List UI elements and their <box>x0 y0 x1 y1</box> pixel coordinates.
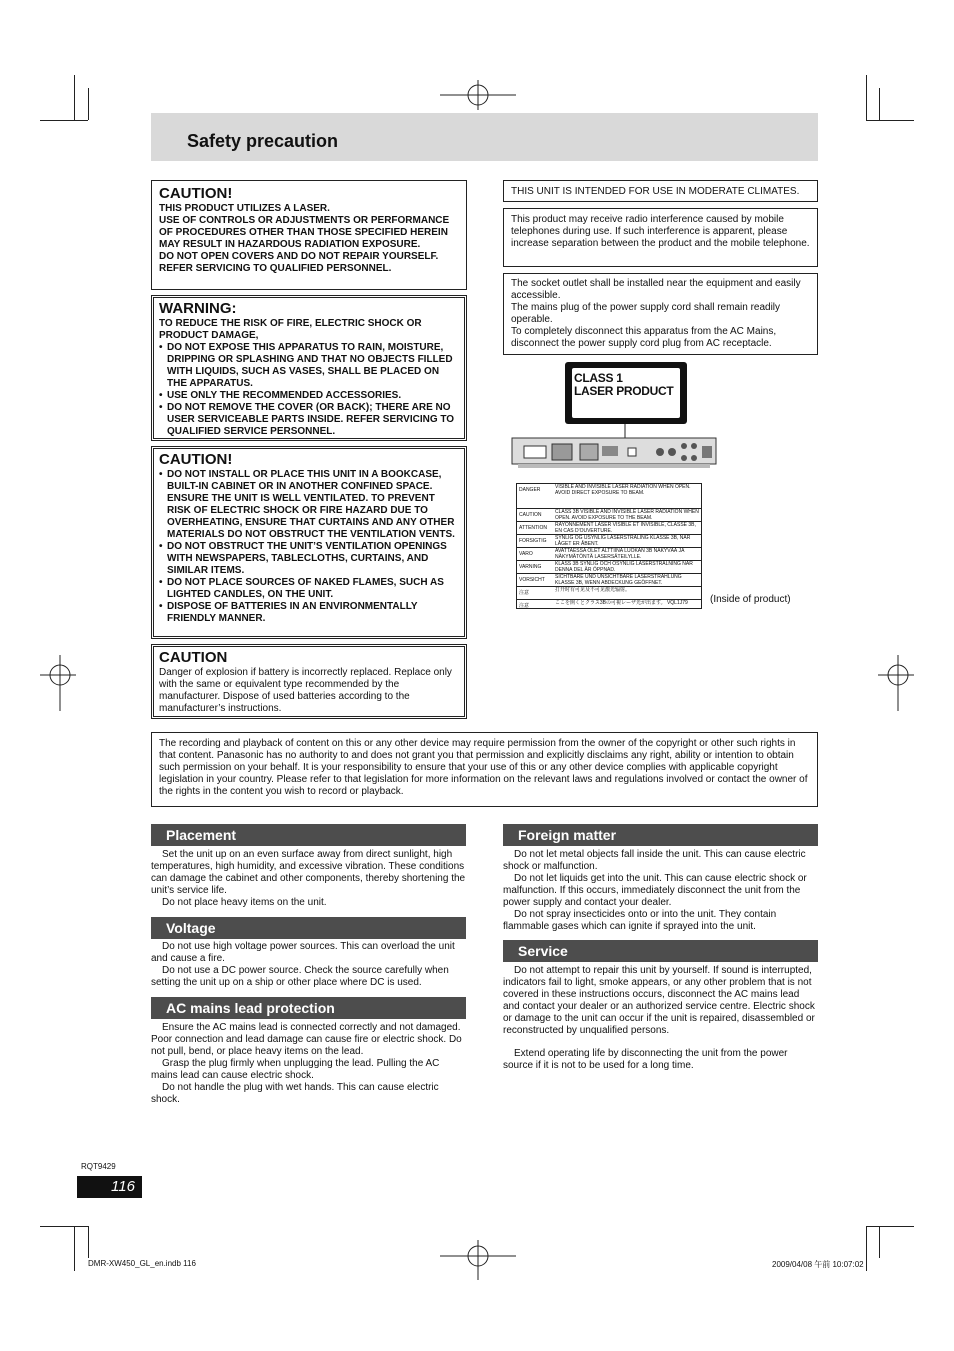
service-section <box>503 965 818 1072</box>
label-key: CAUTION <box>519 512 542 518</box>
voltage-heading: Voltage <box>151 917 466 939</box>
label-value: ここを開くとクラス3Bの可視レーザ光が出ます。 VQL1J79 <box>555 600 688 606</box>
label-value: VISIBLE AND INVISIBLE LASER RADIATION WHEN OPEN. AVOID DIRECT EXPOSURE TO BEAM. <box>555 484 691 496</box>
laser-warning-label <box>516 483 702 609</box>
socket-line: The mains plug of the power supply cord shall remain readily operable. <box>511 302 781 325</box>
climate-text: THIS UNIT IS INTENDED FOR USE IN MODERATE CLIMATES. <box>511 186 800 197</box>
crop-mark <box>879 1226 880 1258</box>
warning-bullet: • USE ONLY THE RECOMMENDED ACCESSORIES. <box>159 390 460 402</box>
label-value: RAYONNEMENT LASER VISIBLE ET INVISIBLE, CLASSE 3B, EN CAS D'OUVERTURE. <box>555 522 696 534</box>
crop-mark <box>74 75 75 120</box>
caution-line: USE OF CONTROLS OR ADJUSTMENTS OR PERFORMANCE OF PROCEDURES OTHER THAN THOSE SPECIFIED HEREIN MAY RESULT IN HAZARDOUS RADIATION EXPOSURE. <box>159 215 450 250</box>
file-name: DMR-XW450_GL_en.indb 116 <box>88 1259 196 1268</box>
registration-mark <box>440 1240 516 1280</box>
page-header <box>151 113 818 161</box>
section-paragraph: Ensure the AC mains lead is connected correctly and not damaged. Poor connection and lead damage can cause fire or electric shock. Do not pull, bend, or place heavy items on the lead. <box>151 1022 462 1057</box>
caution-bullet: • DO NOT PLACE SOURCES OF NAKED FLAMES, SUCH AS LIGHTED CANDLES, ON THE UNIT. <box>159 577 460 601</box>
caution-title: CAUTION! <box>159 185 233 202</box>
caution-laser-box <box>151 180 467 290</box>
copyright-notice-box <box>151 732 818 807</box>
caution-title: CAUTION <box>159 649 228 666</box>
crop-mark <box>88 88 89 120</box>
label-key: VORSICHT <box>519 577 545 583</box>
label-key: FORSIGTIG <box>519 538 547 544</box>
warning-title: WARNING: <box>159 300 237 317</box>
socket-line: The socket outlet shall be installed near the equipment and easily accessible. <box>511 278 801 301</box>
section-paragraph: Do not place heavy items on the unit. <box>162 897 327 908</box>
label-key: VARNING <box>519 564 542 570</box>
service-heading: Service <box>503 940 818 962</box>
caution-line: DO NOT OPEN COVERS AND DO NOT REPAIR YOURSELF. REFER SERVICING TO QUALIFIED PERSONNEL. <box>159 251 439 274</box>
label-key: 注意 <box>519 590 530 596</box>
section-paragraph: Do not handle the plug with wet hands. This can cause electric shock. <box>151 1082 439 1105</box>
class-label-line: LASER PRODUCT <box>574 384 674 398</box>
socket-line: To completely disconnect this apparatus from the AC Mains, disconnect the power supply cord plug from AC receptacle. <box>511 326 777 349</box>
radio-interference-text: This product may receive radio interference caused by mobile telephones during use. If such interference is apparent, please increase separation between the product and the mobile telephone. <box>511 214 810 249</box>
section-paragraph: Do not attempt to repair this unit by yourself. If sound is interrupted, indicators fail to light, smoke appears, or any other problem that is not covered in these instructions occurs, disconnect the AC mains lead and contact your dealer or an authorized service centre. Electric shock or damage to the unit can occur if the unit is repaired, disassembled or reconstructed by unqualified persons. <box>503 965 815 1036</box>
section-paragraph: Do not use high voltage power sources. This can overload the unit and cause a fire. <box>151 941 455 964</box>
class-label-line: CLASS 1 <box>574 371 623 385</box>
warning-box <box>151 295 467 441</box>
inside-of-product-caption: (Inside of product) <box>710 594 791 605</box>
label-value: 打开时有可见及不可见激光辐射。 <box>555 587 631 593</box>
label-key: 注意 <box>519 603 530 609</box>
label-value: SICHTBARE UND UNSICHTBARE LASERSTRAHLUNG KLASSE 3B, WENN ABDECKUNG GEÖFFNET. <box>555 574 682 586</box>
crop-mark <box>866 120 914 121</box>
crop-mark <box>866 1226 914 1227</box>
foreign-matter-heading: Foreign matter <box>503 824 818 846</box>
caution-battery-text: Danger of explosion if battery is incorrectly replaced. Replace only with the same or equivalent type recommended by the manufacturer. Dispose of used batteries according to the manufacturer’s instructions. <box>159 667 452 714</box>
section-paragraph: Set the unit up on an even surface away from direct sunlight, high temperatures, high humidity, and excessive vibration. These conditions can damage the cabinet and other components, thereby shortening the unit’s service life. <box>151 849 466 896</box>
class1-laser-label <box>565 362 687 424</box>
section-paragraph: Extend operating life by disconnecting the unit from the power source if it is not to be used for a long time. <box>503 1048 788 1071</box>
label-value: AVATTAESSA OLET ALTTIINA LUOKAN 3B NÄKYVÄÄ JA NÄKYMÄTÖNTÄ LASERSÄTEILYLLE. <box>555 548 685 560</box>
label-value: CLASS 3B VISIBLE AND INVISIBLE LASER RADIATION WHEN OPEN. AVOID EXPOSURE TO THE BEAM. <box>555 509 699 521</box>
unit-rear-panel-illustration <box>510 424 720 470</box>
registration-mark <box>40 655 76 711</box>
copyright-text: The recording and playback of content on this or any other device may require permission from the owner of the copyright or other such rights in that content. Panasonic has no authority to and does not grant you that permission and explicitly disclaims any right, ability or intention to obtain such permission on your behalf. It is your responsibility to ensure that your use of this or any other device complies with applicable copyright legislation in your country. Please refer to that legislation for more information on the relevant laws and regulations involved or contact the owner of the rights in the content you wish to record or playback. <box>159 738 808 797</box>
document-code: RQT9429 <box>81 1162 116 1171</box>
page-title: Safety precaution <box>187 131 339 151</box>
caution-bullet: • DO NOT OBSTRUCT THE UNIT’S VENTILATION OPENINGS WITH NEWSPAPERS, TABLECLOTHS, CURTAINS, AND SIMILAR ITEMS. <box>159 541 460 577</box>
placement-section <box>151 849 466 909</box>
radio-interference-box <box>503 208 818 267</box>
label-key: VARO <box>519 551 533 557</box>
socket-outlet-box <box>503 273 818 355</box>
caution-bullet: • DISPOSE OF BATTERIES IN AN ENVIRONMENTALLY FRIENDLY MANNER. <box>159 601 460 625</box>
crop-mark <box>40 1226 88 1227</box>
label-key: DANGER <box>519 487 541 493</box>
caution-line: THIS PRODUCT UTILIZES A LASER. <box>159 203 330 214</box>
crop-mark <box>74 1226 75 1271</box>
crop-mark <box>879 88 880 120</box>
section-paragraph: Do not let liquids get into the unit. This can cause electric shock or malfunction. If this occurs, immediately disconnect the unit from the power supply and contact your dealer. <box>503 873 807 908</box>
placement-heading: Placement <box>151 824 466 846</box>
section-paragraph: Do not use a DC power source. Check the source carefully when setting the unit up on a ship or other place where DC is used. <box>151 965 449 988</box>
foreign-matter-section <box>503 849 818 933</box>
climate-box <box>503 180 818 202</box>
label-value: SYNLIG OG USYNLIG LASERSTRÅLING KLASSE 3B, NÅR LÅGET ER ÅBENT. <box>555 535 691 547</box>
caution-bullet: • DO NOT INSTALL OR PLACE THIS UNIT IN A BOOKCASE, BUILT-IN CABINET OR IN ANOTHER CONFINED SPACE. ENSURE THE UNIT IS WELL VENTILATED. TO PREVENT RISK OF ELECTRIC SHOCK OR FIRE HAZARD DUE TO OVERHEATING, ENSURE THAT CURTAINS AND ANY OTHER MATERIALS DO NOT OBSTRUCT THE VENTILATION VENTS. <box>159 469 460 541</box>
caution-battery-box <box>151 644 467 719</box>
registration-mark <box>440 80 516 110</box>
section-paragraph: Do not spray insecticides onto or into the unit. They contain flammable gases which can ignite if sprayed into the unit. <box>503 909 777 932</box>
ac-mains-section <box>151 1022 466 1106</box>
crop-mark <box>866 75 867 120</box>
voltage-section <box>151 941 466 989</box>
ac-mains-heading: AC mains lead protection <box>151 997 466 1019</box>
section-paragraph: Grasp the plug firmly when unplugging the lead. Pulling the AC mains lead can cause electric shock. <box>151 1058 440 1081</box>
warning-bullet: • DO NOT REMOVE THE COVER (OR BACK); THERE ARE NO USER SERVICEABLE PARTS INSIDE. REFER SERVICING TO QUALIFIED SERVICE PERSONNEL. <box>159 402 460 438</box>
crop-mark <box>40 120 88 121</box>
caution-ventilation-box <box>151 446 467 639</box>
section-paragraph: Do not let metal objects fall inside the unit. This can cause electric shock or malfunction. <box>503 849 806 872</box>
label-value: KLASS 3B SYNLIG OCH OSYNLIG LASERSTRÅLNING NÄR DENNA DEL ÄR ÖPPNAD. <box>555 561 693 573</box>
warning-bullet: • DO NOT EXPOSE THIS APPARATUS TO RAIN, MOISTURE, DRIPPING OR SPLASHING AND THAT NO OBJECTS FILLED WITH LIQUIDS, SUCH AS VASES, SHALL BE PLACED ON THE APPARATUS. <box>159 342 460 390</box>
caution-title: CAUTION! <box>159 451 233 468</box>
crop-mark <box>88 1226 89 1258</box>
crop-mark <box>866 1226 867 1271</box>
page-number: 116 <box>77 1176 142 1198</box>
print-timestamp: 2009/04/08 午前 10:07:02 <box>772 1260 864 1269</box>
label-key: ATTENTION <box>519 525 547 531</box>
warning-intro: TO REDUCE THE RISK OF FIRE, ELECTRIC SHOCK OR PRODUCT DAMAGE, <box>159 318 422 341</box>
registration-mark <box>878 655 914 711</box>
